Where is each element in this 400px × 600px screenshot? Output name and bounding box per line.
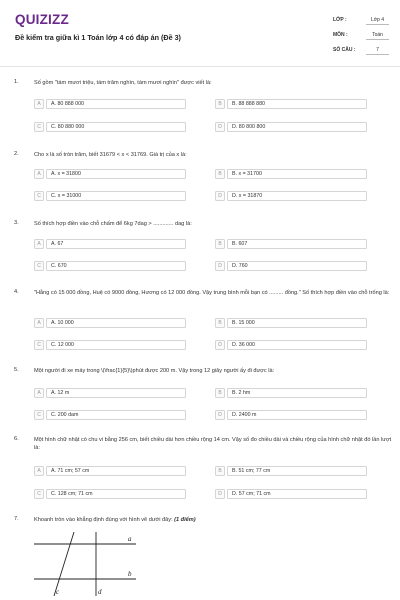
- option-letter: D: [215, 489, 225, 499]
- question-text: [34, 516, 392, 524]
- option-text: A. x = 31800: [51, 171, 81, 177]
- option-text: C. 80 880 000: [51, 124, 85, 130]
- option-text: B. 607: [232, 241, 248, 247]
- option-d[interactable]: [215, 489, 367, 501]
- option-text: D. 57 cm; 71 cm: [232, 491, 271, 497]
- option-letter: C: [34, 410, 44, 420]
- question-points: (1 điểm): [174, 517, 196, 523]
- option-letter: C: [34, 261, 44, 271]
- option-text: A. 12 m: [51, 390, 70, 396]
- question-text: Một người đi xe máy trong \(\frac{1}{5}\)phút được 200 m. Vậy trong 12 giây người ấy đi được là:: [34, 368, 275, 374]
- question-number: 3.: [14, 220, 19, 226]
- question-number: 2.: [14, 151, 19, 157]
- option-letter: D: [215, 261, 225, 271]
- option-d[interactable]: [215, 191, 367, 203]
- meta-value: Lớp 4: [366, 17, 389, 25]
- option-letter: B: [215, 318, 225, 328]
- option-letter: B: [215, 99, 225, 109]
- option-a[interactable]: [34, 318, 186, 330]
- option-letter: B: [215, 388, 225, 398]
- option-b[interactable]: [215, 318, 367, 330]
- question-text: Số thích hợp điền vào chỗ chấm để 6kg 7dag > ............. dag là:: [34, 221, 192, 227]
- option-letter: B: [215, 169, 225, 179]
- option-b[interactable]: [215, 239, 367, 251]
- question-number: 6.: [14, 436, 19, 442]
- option-letter: C: [34, 122, 44, 132]
- option-c[interactable]: [34, 191, 186, 203]
- option-letter: C: [34, 340, 44, 350]
- option-letter: A: [34, 318, 44, 328]
- option-text: D. 36 000: [232, 342, 255, 348]
- document-title: Đề kiểm tra giữa kì 1 Toán lớp 4 có đáp án (Đề 3): [15, 33, 181, 42]
- option-d[interactable]: [215, 340, 367, 352]
- option-b[interactable]: [215, 388, 367, 400]
- option-letter: C: [34, 489, 44, 499]
- option-c[interactable]: [34, 489, 186, 501]
- option-text: B. 88 888 880: [232, 101, 265, 107]
- option-c[interactable]: [34, 261, 186, 273]
- meta-label: SỐ CÂU :: [333, 47, 356, 53]
- option-text: B. 2 hm: [232, 390, 251, 396]
- label-b: b: [128, 570, 132, 578]
- option-letter: D: [215, 340, 225, 350]
- option-c[interactable]: [34, 410, 186, 422]
- question-number: 4.: [14, 289, 19, 295]
- option-letter: D: [215, 410, 225, 420]
- option-letter: A: [34, 169, 44, 179]
- question-text-main: Khoanh tròn vào khẳng định đúng với hình vẽ dưới đây:: [34, 517, 173, 523]
- meta-label: LỚP :: [333, 17, 347, 23]
- question-number: 5.: [14, 367, 19, 373]
- option-letter: A: [34, 388, 44, 398]
- option-text: D. 80 800 800: [232, 124, 266, 130]
- question-text: "Hằng có 15 000 đồng, Huệ có 9000 đồng, Hương có 12 000 đồng. Vậy trung bình mỗi bạn có ......... đồng." Số thích hợp điền vào chỗ trống là:: [34, 290, 390, 296]
- question-number: 1.: [14, 79, 19, 85]
- question-text: Cho x là số tròn trăm, biết 31679 < x < 31769. Giá trị của x là:: [34, 152, 187, 158]
- option-d[interactable]: [215, 122, 367, 134]
- option-letter: B: [215, 239, 225, 249]
- option-c[interactable]: [34, 122, 186, 134]
- label-d: d: [98, 588, 102, 596]
- label-a: a: [128, 535, 132, 543]
- option-letter: D: [215, 191, 225, 201]
- geometry-figure: [34, 532, 144, 596]
- option-letter: A: [34, 99, 44, 109]
- option-letter: B: [215, 466, 225, 476]
- option-letter: D: [215, 122, 225, 132]
- option-c[interactable]: [34, 340, 186, 352]
- option-text: A. 10 000: [51, 320, 74, 326]
- option-text: B. x = 31700: [232, 171, 262, 177]
- line-c: [54, 532, 74, 596]
- option-text: B. 51 cm; 77 cm: [232, 468, 271, 474]
- option-letter: A: [34, 466, 44, 476]
- question-text: Một hình chữ nhật có chu vi bằng 256 cm, biết chiều dài hơn chiều rộng 14 cm. Vậy số đo chiều dài và chiều rộng của hình chữ nhật đó lần lượt là:: [34, 437, 392, 452]
- option-a[interactable]: [34, 239, 186, 251]
- option-a[interactable]: [34, 99, 186, 111]
- option-b[interactable]: [215, 99, 367, 111]
- meta-value: Toán: [366, 32, 389, 40]
- meta-label: MÔN :: [333, 32, 348, 38]
- option-b[interactable]: [215, 466, 367, 478]
- option-text: D. 2400 m: [232, 412, 257, 418]
- option-text: C. x = 31000: [51, 193, 82, 199]
- option-text: C. 128 cm; 71 cm: [51, 491, 93, 497]
- option-text: C. 200 dam: [51, 412, 79, 418]
- option-text: C. 12 000: [51, 342, 74, 348]
- label-c: c: [56, 588, 60, 596]
- option-letter: A: [34, 239, 44, 249]
- option-a[interactable]: [34, 466, 186, 478]
- option-text: A. 80 888 000: [51, 101, 84, 107]
- option-text: D. 760: [232, 263, 248, 269]
- option-d[interactable]: [215, 410, 367, 422]
- header: [0, 0, 400, 64]
- option-d[interactable]: [215, 261, 367, 273]
- option-text: A. 67: [51, 241, 64, 247]
- option-text: B. 15 000: [232, 320, 255, 326]
- option-a[interactable]: [34, 169, 186, 181]
- option-text: C. 670: [51, 263, 67, 269]
- option-letter: C: [34, 191, 44, 201]
- quizizz-logo: QUIZIZZ: [15, 12, 69, 27]
- header-divider: [0, 66, 400, 67]
- option-a[interactable]: [34, 388, 186, 400]
- meta-value: 7: [366, 47, 389, 55]
- option-text: A. 71 cm; 57 cm: [51, 468, 90, 474]
- option-b[interactable]: [215, 169, 367, 181]
- option-text: D. x = 31870: [232, 193, 263, 199]
- question-number: 7.: [14, 516, 19, 522]
- question-text: Số gồm "tám mươi triệu, tám trăm nghìn, tám mươi nghìn" được viết là:: [34, 80, 212, 86]
